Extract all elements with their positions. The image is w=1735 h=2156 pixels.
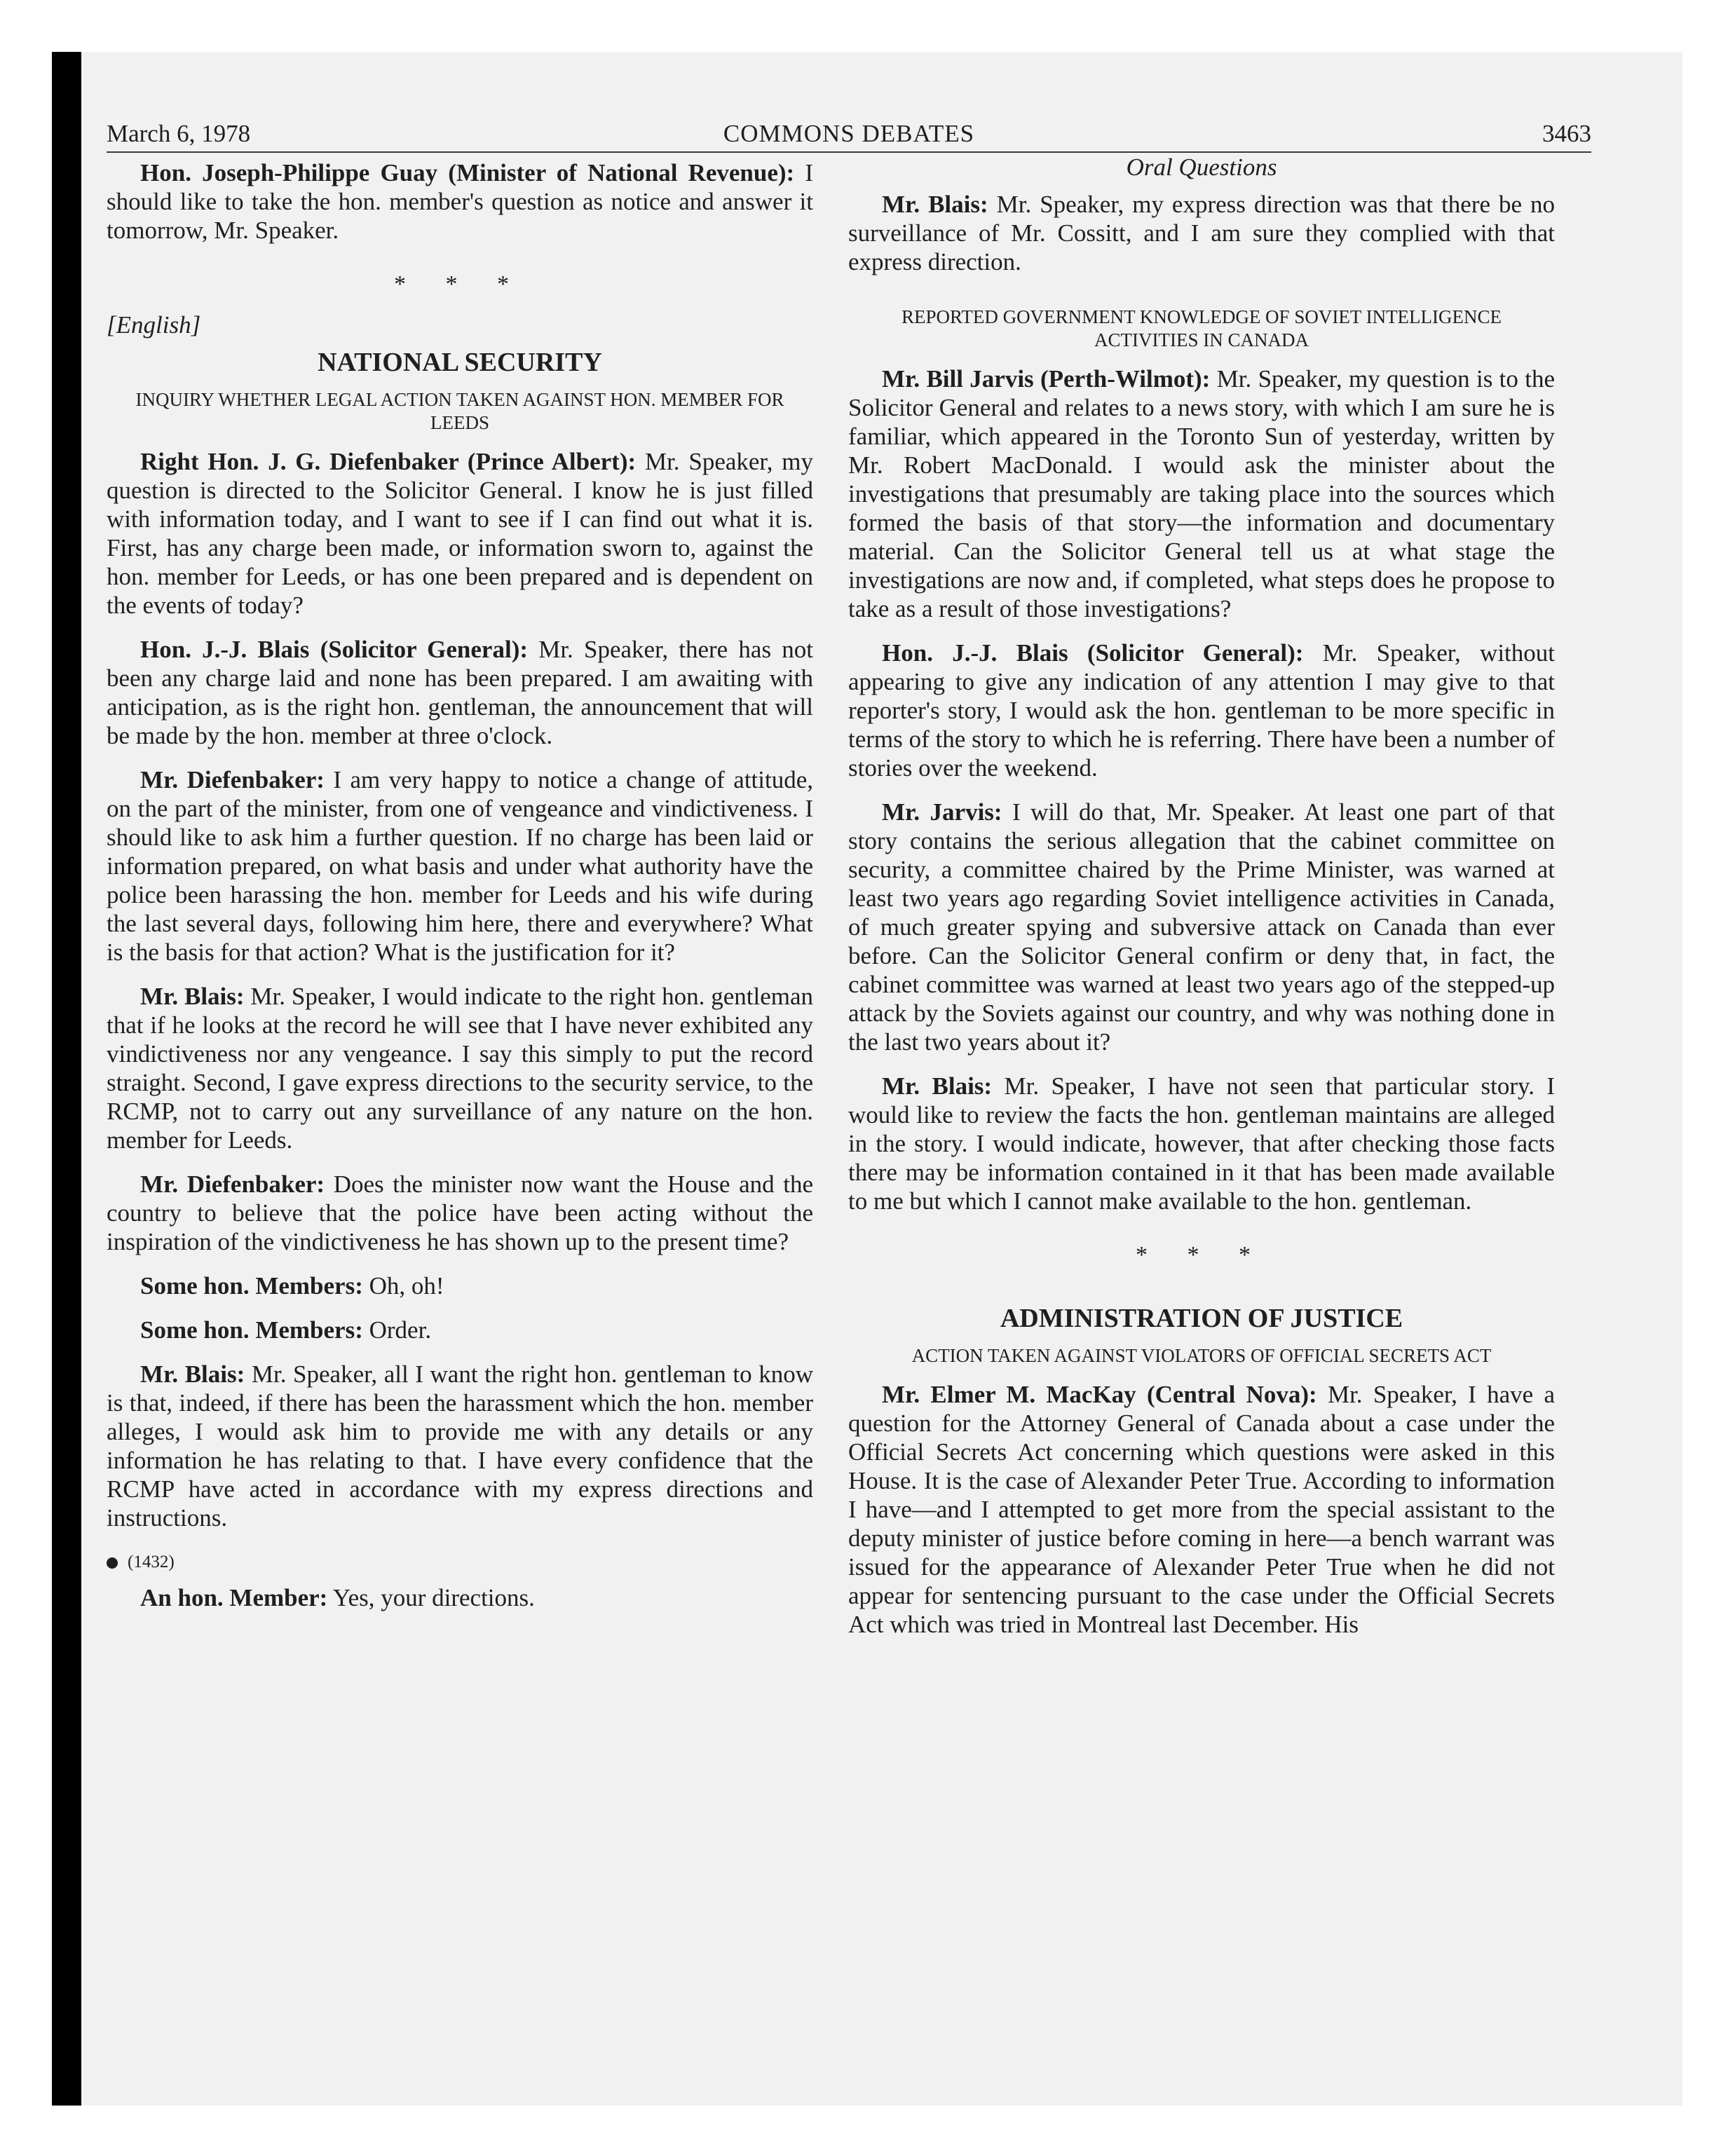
- speech-paragraph: [848, 364, 1555, 623]
- speech-paragraph: [107, 1360, 813, 1532]
- speech-paragraph: [848, 1072, 1555, 1215]
- section-subheading: ACTION TAKEN AGAINST VIOLATORS OF OFFICIAL SECRETS ACT: [911, 1345, 1492, 1366]
- speech-paragraph: [107, 1271, 813, 1300]
- speech-text: Mr. Speaker, I would indicate to the right hon. gentleman that if he looks at the record he will see that I have never exhibited any vindictiveness nor any vengeance. I say this simply to put the record straight. Second, I gave express directions to the security service, to the RCMP, not to carry out any surveillance of any nature on the hon. member for Leeds.: [107, 983, 813, 1154]
- left-column: [107, 158, 813, 1628]
- section-heading: ADMINISTRATION OF JUSTICE: [1000, 1304, 1403, 1333]
- speech-text: Mr. Speaker, my question is directed to the Solicitor General. I know he is just filled with information today, and I want to see if I can find out what it is. First, has any charge been made, or information sworn to, against the hon. member for Leeds, or has one been prepared and is dependent on the events of today?: [107, 448, 813, 619]
- speaker-name: Mr. Blais:: [882, 1072, 993, 1100]
- speaker-name: Mr. Blais:: [882, 191, 988, 218]
- bullet-dot-icon: [107, 1557, 118, 1569]
- binding-edge: [52, 52, 81, 2106]
- speech-text: Order.: [362, 1316, 432, 1344]
- speaker-name: Mr. Diefenbaker:: [140, 766, 325, 793]
- speaker-name: Hon. J.-J. Blais (Solicitor General):: [140, 636, 529, 663]
- speaker-name: Some hon. Members:: [140, 1316, 363, 1344]
- section-heading: NATIONAL SECURITY: [318, 348, 602, 377]
- section-subheading: REPORTED GOVERNMENT KNOWLEDGE OF SOVIET INTELLIGENCE ACTIVITIES IN CANADA: [901, 306, 1502, 350]
- speech-paragraph: [107, 1316, 813, 1344]
- speech-paragraph: [107, 635, 813, 750]
- speaker-name: An hon. Member:: [140, 1584, 328, 1611]
- time-marker-text: (1432): [128, 1553, 175, 1571]
- speech-text: Mr. Speaker, I have not seen that particular story. I would like to review the facts the hon. gentleman maintains are alleged in the story. I would indicate, however, that after checking those facts there may be information contained in it that has been made available to me but which I cannot make available to the hon. gentleman.: [848, 1072, 1555, 1215]
- speech-paragraph: [107, 158, 813, 245]
- speech-paragraph: [848, 639, 1555, 782]
- speech-paragraph: [848, 1380, 1555, 1639]
- header-date: March 6, 1978: [107, 120, 251, 147]
- speech-text: Mr. Speaker, there has not been any charge laid and none has been prepared. I am awaiting with anticipation, as is the right hon. gentleman, the announcement that will be made by the hon. member at three o'clock.: [107, 636, 813, 749]
- section-separator: * * *: [1136, 1242, 1267, 1268]
- time-marker: [107, 1548, 813, 1576]
- speech-paragraph: [107, 1170, 813, 1256]
- header-page-number: 3463: [1542, 120, 1591, 147]
- speech-paragraph: [848, 190, 1555, 276]
- section-subheading: INQUIRY WHETHER LEGAL ACTION TAKEN AGAINST HON. MEMBER FOR LEEDS: [135, 389, 784, 433]
- speech-text: Mr. Speaker, without appearing to give any indication of any attention I may give to that reporter's story, I would ask the hon. gentleman to be more specific in terms of the story to which he is referring. There have been a number of stories over the weekend.: [848, 639, 1555, 782]
- speaker-name: Mr. Bill Jarvis (Perth-Wilmot):: [882, 365, 1211, 393]
- right-column: [848, 153, 1555, 1654]
- speaker-name: Mr. Jarvis:: [882, 798, 1002, 826]
- speaker-name: Mr. Diefenbaker:: [140, 1171, 325, 1198]
- speaker-name: Hon. Joseph-Philippe Guay (Minister of National Revenue):: [140, 159, 795, 186]
- speaker-name: Some hon. Members:: [140, 1272, 363, 1299]
- speech-text: I will do that, Mr. Speaker. At least one part of that story contains the serious allegation that the cabinet committee on security, a committee chaired by the Prime Minister, was warned at least two years ago regarding Soviet intelligence activities in Canada, of much greater spying and subversive attack on Canada than ever before. Can the Solicitor General confirm or deny that, in fact, the cabinet committee was warned at least two years ago of the stepped-up attack by the Soviets against our country, and why was nothing done in the last two years about it?: [848, 798, 1555, 1056]
- speech-text: Mr. Speaker, my question is to the Solicitor General and relates to a news story, with which I am sure he is familiar, which appeared in the Toronto Sun of yesterday, written by Mr. Robert MacDonald. I would ask the minister about the investigations that presumably are taking place into the sources which formed the basis of that story—the information and documentary material. Can the Solicitor General tell us at what stage the investigations are now and, if completed, what steps does he propose to take as a result of those investigations?: [848, 365, 1555, 622]
- page-header: [107, 116, 1591, 153]
- running-section-label: Oral Questions: [1126, 153, 1277, 181]
- speech-paragraph: [107, 982, 813, 1154]
- speech-text: Mr. Speaker, my express direction was that there be no surveillance of Mr. Cossitt, and I am sure they complied with that express direction.: [848, 191, 1555, 275]
- speech-text: I should like to take the hon. member's question as notice and answer it tomorrow, Mr. Speaker.: [107, 159, 813, 244]
- speech-text: Oh, oh!: [362, 1272, 444, 1299]
- header-publication: COMMONS DEBATES: [723, 120, 975, 147]
- speech-text: Mr. Speaker, I have a question for the Attorney General of Canada about a case under the Official Secrets Act concerning which questions were asked in this House. It is the case of Alexander Peter True. According to information I have—and I attempted to get more from the special assistant to the deputy minister of justice before coming in here—a bench warrant was issued for the appearance of Alexander Peter True when he did not appear for sentencing pursuant to the case under the Official Secrets Act which was tried in Montreal last December. His: [848, 1381, 1555, 1638]
- speaker-name: Right Hon. J. G. Diefenbaker (Prince Albert):: [140, 448, 637, 475]
- speech-paragraph: [848, 798, 1555, 1056]
- speaker-name: Mr. Elmer M. MacKay (Central Nova):: [882, 1381, 1317, 1408]
- speaker-name: Mr. Blais:: [140, 1360, 245, 1388]
- speech-paragraph: [107, 765, 813, 967]
- speech-paragraph: [107, 1583, 813, 1612]
- speech-text: I am very happy to notice a change of attitude, on the part of the minister, from one of vengeance and vindictiveness. I should like to ask him a further question. If no charge has been laid or information prepared, on what basis and under what authority have the police been harassing the hon. member for Leeds and his wife during the last several days, following him here, there and everywhere? What is the basis for that action? What is the justification for it?: [107, 766, 813, 966]
- speaker-name: Mr. Blais:: [140, 983, 245, 1010]
- speech-text: Mr. Speaker, all I want the right hon. gentleman to know is that, indeed, if there has been the harassment which the hon. member alleges, I would ask him to provide me with any details or any information he has relating to that. I have every confidence that the RCMP have acted in accordance with my express directions and instructions.: [107, 1360, 813, 1531]
- language-marker: [English]: [107, 311, 201, 339]
- speech-text: Yes, your directions.: [327, 1584, 535, 1611]
- speech-text: Does the minister now want the House and the country to believe that the police have been acting without the inspiration of the vindictiveness he has shown up to the present time?: [107, 1171, 813, 1255]
- speech-paragraph: [107, 447, 813, 620]
- section-separator: * * *: [394, 271, 526, 297]
- speaker-name: Hon. J.-J. Blais (Solicitor General):: [882, 639, 1304, 667]
